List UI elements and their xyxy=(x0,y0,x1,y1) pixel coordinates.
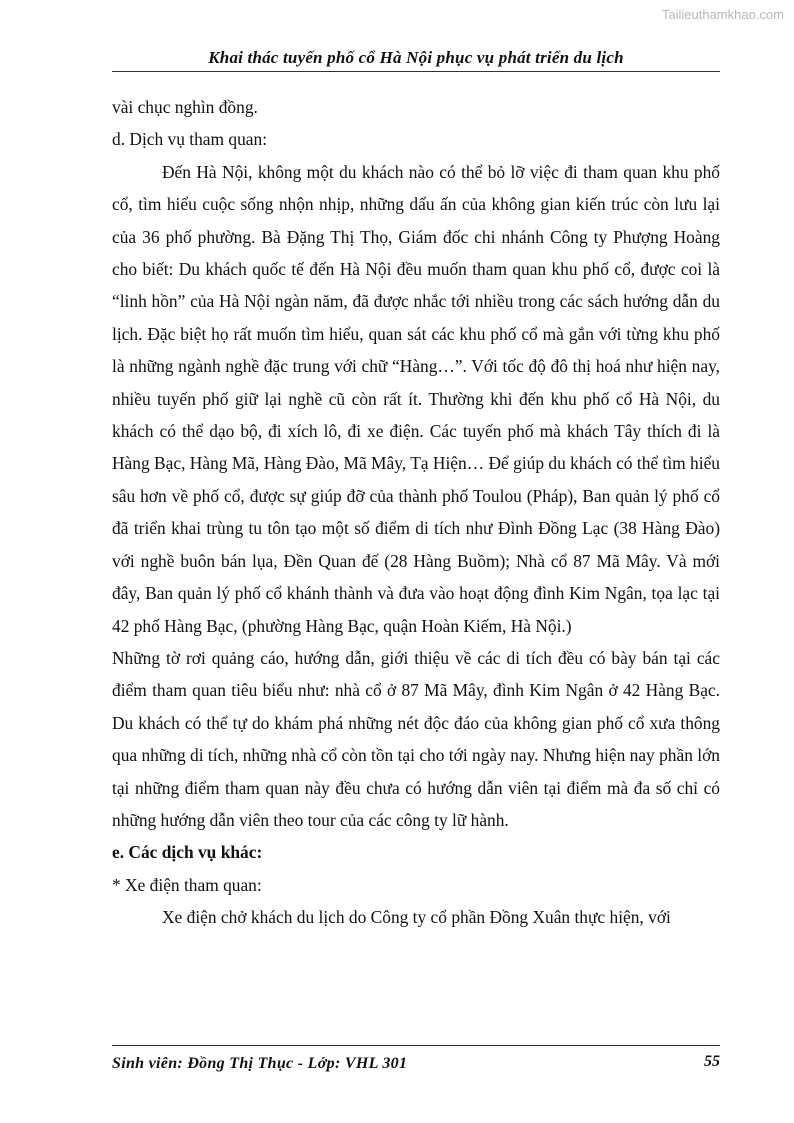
paragraph-xe-dien: Xe điện chở khách du lịch do Công ty cổ phần Đồng Xuân thực hiện, với xyxy=(162,907,671,928)
running-header: Khai thác tuyến phố cổ Hà Nội phục vụ phát triển du lịch xyxy=(208,48,624,67)
watermark-text: Tailieuthamkhao.com xyxy=(661,7,784,22)
footer-student-info: Sinh viên: Đồng Thị Thục - Lớp: VHL 301 xyxy=(112,1055,408,1072)
footer-divider xyxy=(112,1045,720,1046)
page-body xyxy=(112,91,720,934)
section-heading-d: d. Dịch vụ tham quan: xyxy=(112,129,268,150)
section-heading-e: e. Các dịch vụ khác: xyxy=(112,842,263,863)
header-divider xyxy=(112,71,720,72)
paragraph-to-roi: Những tờ rơi quảng cáo, hướng dẫn, giới thiệu về các di tích đều có bày bán tại các điểm tham quan tiêu biểu như: nhà cổ ở 87 Mã Mây, đình Kim Ngân ở 42 Hàng Bạc. Du khách có thể tự do khám phá những nét độc đáo của không gian phố cổ xưa thông qua những di tích, những nhà cổ còn tồn tại cho tới ngày nay. Nhưng hiện nay phần lớn tại những điểm tham quan này đều chưa có hướng dẫn viên tại điểm mà đa số chỉ có những hướng dẫn viên theo tour của các công ty lữ hành. xyxy=(112,647,720,830)
page-number: 55 xyxy=(704,1053,720,1070)
paragraph-continuation: vài chục nghìn đồng. xyxy=(112,97,258,117)
paragraph-tham-quan: Đến Hà Nội, không một du khách nào có thể bỏ lỡ việc đi tham quan khu phố cổ, tìm hiểu cuộc sống nhộn nhịp, những dấu ấn của không gian kiến trúc còn lưu lại của 36 phố phường. Bà Đặng Thị Thọ, Giám đốc chi nhánh Công ty Phượng Hoàng cho biết: Du khách quốc tế đến Hà Nội đều muốn tham quan khu phố cổ, được coi là “linh hồn” của Hà Nội ngàn năm, đã được nhắc tới nhiều trong các sách hướng dẫn du lịch. Đặc biệt họ rất muốn tìm hiểu, quan sát các khu phố cổ mà gắn với từng khu phố là những ngành nghề đặc trung với chữ “Hàng…”. Với tốc độ đô thị hoá như hiện nay, nhiều tuyến phố giữ lại nghề cũ còn rất ít. Thường khi đến khu phố cổ Hà Nội, du khách có thể dạo bộ, đi xích lô, đi xe điện. Các tuyến phố mà khách Tây thích đi là Hàng Bạc, Hàng Mã, Hàng Đào, Mã Mây, Tạ Hiện… Để giúp du khách có thể tìm hiểu sâu hơn về phố cổ, được sự giúp đỡ của thành phố Toulou (Pháp), Ban quản lý phố cổ đã triển khai trùng tu tôn tạo một số điểm di tích như Đình Đồng Lạc (38 Hàng Đào) với nghề buôn bán lụa, Đền Quan đế (28 Hàng Buồm); Nhà cổ 87 Mã Mây. Và mới đây, Ban quản lý phố cổ khánh thành và đưa vào hoạt động đình Kim Ngân, tọa lạc tại 42 phố Hàng Bạc, (phường Hàng Bạc, quận Hoàn Kiếm, Hà Nội.) xyxy=(112,161,720,636)
subheading-xe-dien: * Xe điện tham quan: xyxy=(112,874,262,895)
